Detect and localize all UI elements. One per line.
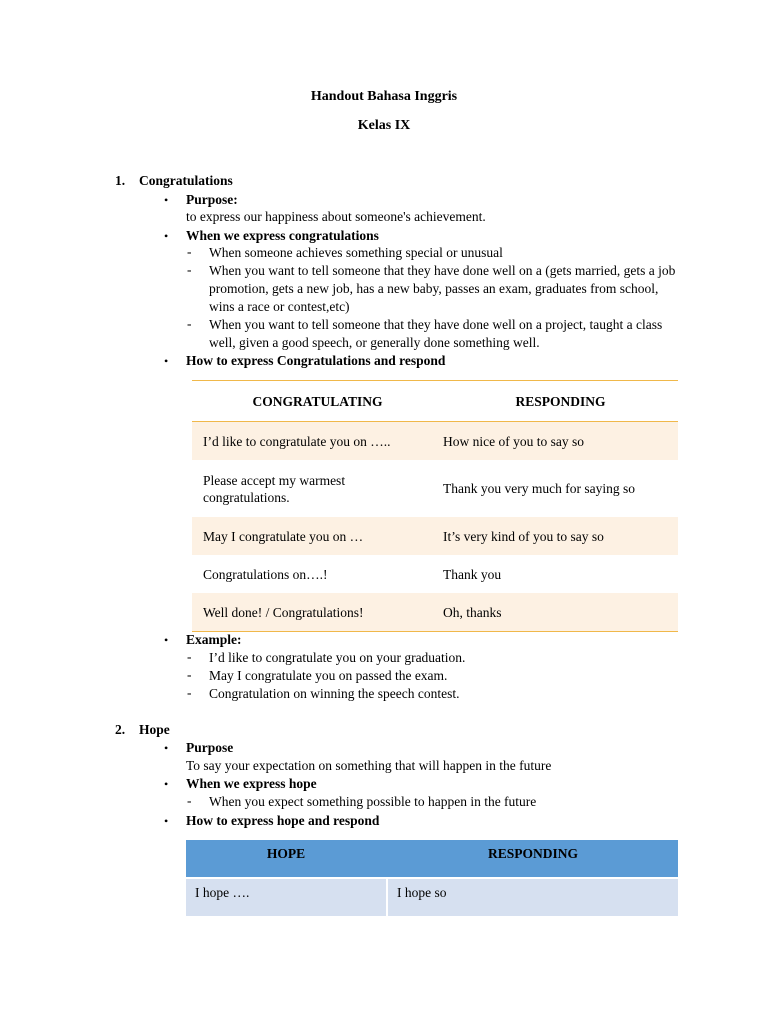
bullet-icon: • bbox=[164, 193, 169, 207]
bullet-icon: • bbox=[164, 229, 169, 243]
when-item: When you want to tell someone that they have done well on a project, taught a class well, given a good speech, or generally done something well. bbox=[209, 317, 663, 350]
hope-purpose-label: Purpose bbox=[186, 740, 234, 755]
dash-icon: - bbox=[187, 793, 192, 808]
bullet-icon: • bbox=[164, 741, 169, 755]
table-cell: Congratulations on….! bbox=[203, 566, 328, 582]
dash-icon: - bbox=[187, 649, 192, 664]
how-label: How to express Congratulations and respond bbox=[186, 353, 446, 368]
dash-icon: - bbox=[187, 244, 192, 259]
section2-number: 2. bbox=[115, 722, 126, 737]
table-cell: Oh, thanks bbox=[443, 604, 502, 620]
when-label: When we express congratulations bbox=[186, 228, 379, 243]
when-item: When you want to tell someone that they have done well on a (gets married, gets a job promotion, gets a new job, has a new baby, passes an exam, graduates from school, wins a race or contest,etc) bbox=[209, 263, 676, 314]
bullet-icon: • bbox=[164, 633, 169, 647]
table-row bbox=[192, 593, 678, 631]
example-item: I’d like to congratulate you on your graduation. bbox=[209, 650, 466, 665]
congratulations-table bbox=[192, 380, 678, 632]
table-cell: I hope so bbox=[388, 879, 678, 916]
table-header-row bbox=[186, 840, 678, 877]
header-responding: RESPONDING bbox=[388, 840, 678, 877]
table-cell: Well done! / Congratulations! bbox=[203, 604, 364, 620]
purpose-text: to express our happiness about someone's achievement. bbox=[186, 209, 486, 224]
section1-title: Congratulations bbox=[139, 173, 233, 188]
dash-icon: - bbox=[187, 685, 192, 700]
table-cell: Please accept my warmest congratulations. bbox=[203, 472, 346, 505]
example-item: May I congratulate you on passed the exam. bbox=[209, 668, 448, 683]
bullet-icon: • bbox=[164, 814, 169, 828]
dash-icon: - bbox=[187, 667, 192, 682]
dash-icon: - bbox=[187, 316, 192, 331]
table-cell: It’s very kind of you to say so bbox=[443, 528, 604, 544]
table-cell: I hope …. bbox=[186, 879, 386, 916]
hope-when-label: When we express hope bbox=[186, 776, 317, 791]
section1-number: 1. bbox=[115, 173, 126, 188]
header-responding: RESPONDING bbox=[515, 393, 606, 409]
page-title: Handout Bahasa Inggris bbox=[310, 89, 458, 104]
table-row bbox=[192, 555, 678, 593]
hope-when-item: When you expect something possible to happen in the future bbox=[209, 794, 537, 809]
hope-table bbox=[186, 840, 678, 916]
dash-icon: - bbox=[187, 262, 192, 277]
table-cell: Thank you bbox=[443, 566, 502, 582]
when-item: When someone achieves something special or unusual bbox=[209, 245, 503, 260]
hope-purpose-text: To say your expectation on something that will happen in the future bbox=[186, 758, 552, 773]
table-row bbox=[186, 879, 678, 916]
bullet-icon: • bbox=[164, 354, 169, 368]
purpose-label: Purpose: bbox=[186, 192, 238, 207]
table-cell: May I congratulate you on … bbox=[203, 528, 364, 544]
table-header-row bbox=[192, 381, 678, 422]
table-row bbox=[192, 517, 678, 555]
table-cell: I’d like to congratulate you on ….. bbox=[203, 433, 391, 449]
header-hope: HOPE bbox=[186, 840, 386, 877]
hope-how-label: How to express hope and respond bbox=[186, 813, 380, 828]
table-row bbox=[192, 422, 678, 460]
page-subtitle: Kelas IX bbox=[357, 118, 411, 133]
example-item: Congratulation on winning the speech contest. bbox=[209, 686, 460, 701]
bullet-icon: • bbox=[164, 777, 169, 791]
section2-title: Hope bbox=[139, 722, 170, 737]
table-row bbox=[192, 460, 678, 517]
header-congratulating: CONGRATULATING bbox=[252, 393, 383, 409]
example-label: Example: bbox=[186, 632, 242, 647]
table-cell: Thank you very much for saying so bbox=[443, 481, 635, 496]
table-cell: How nice of you to say so bbox=[443, 433, 584, 449]
